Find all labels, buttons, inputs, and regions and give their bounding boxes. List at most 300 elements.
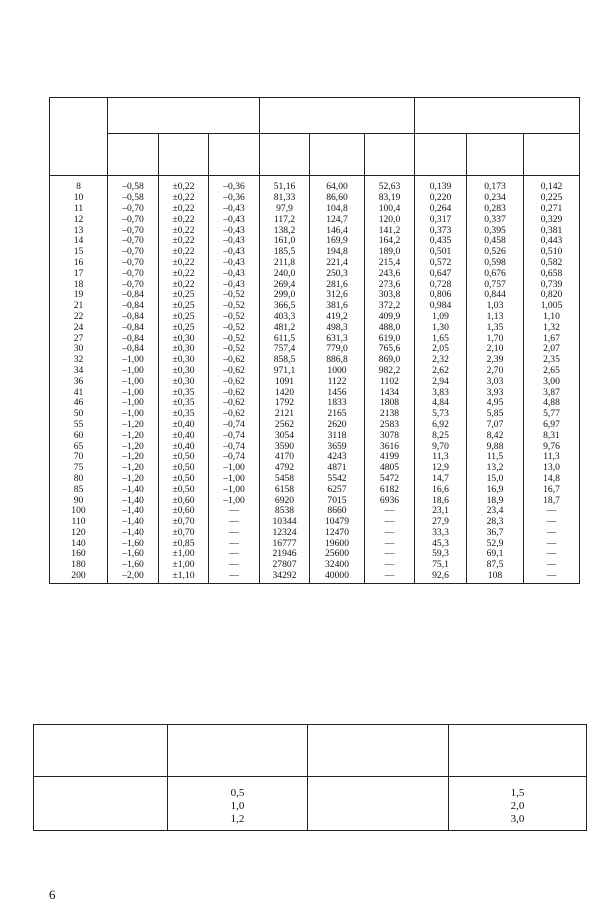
table-cell: 3,00: [524, 376, 580, 387]
table-cell: –0,62: [209, 409, 260, 420]
table-row: [50, 376, 580, 387]
table-cell: –0,84: [108, 301, 159, 312]
table-cell: 0,739: [524, 279, 580, 290]
table-cell: —: [524, 506, 580, 517]
table-cell: –0,62: [209, 387, 260, 398]
table-cell: 52,63: [365, 176, 415, 193]
table-cell: 2138: [365, 409, 415, 420]
table-cell: 33,3: [415, 528, 467, 539]
table-cell: ±0,22: [159, 279, 209, 290]
table-cell: 10: [50, 193, 108, 204]
table-cell: [34, 813, 168, 831]
col-header-diameter: [34, 725, 168, 777]
table-cell: 70: [50, 452, 108, 463]
table-cell: 0,647: [415, 268, 467, 279]
table-cell: 0,526: [467, 247, 524, 258]
table-cell: 34: [50, 366, 108, 377]
table-cell: –1,40: [108, 506, 159, 517]
table-cell: –1,40: [108, 528, 159, 539]
table-cell: 16,9: [467, 484, 524, 495]
table-cell: 0,283: [467, 204, 524, 215]
table-4: [49, 97, 580, 584]
table-cell: 3054: [260, 430, 310, 441]
table-row: [34, 777, 587, 801]
table-cell: 0,582: [524, 258, 580, 269]
table-row: [50, 463, 580, 474]
table-cell: 92,6: [415, 571, 467, 584]
table-cell: –0,70: [108, 247, 159, 258]
table-row: [50, 538, 580, 549]
table-row: [34, 800, 587, 813]
table-cell: 194,8: [310, 247, 365, 258]
table-cell: 3,0: [449, 813, 587, 831]
table-cell: 7015: [310, 495, 365, 506]
table-cell: ±0,22: [159, 236, 209, 247]
table-cell: 0,757: [467, 279, 524, 290]
table-cell: –0,43: [209, 247, 260, 258]
table-cell: ±0,30: [159, 366, 209, 377]
table-cell: 27,9: [415, 517, 467, 528]
table-cell: 5,73: [415, 409, 467, 420]
table-cell: 18,9: [467, 495, 524, 506]
table-cell: 6182: [365, 484, 415, 495]
page-number: 6: [49, 887, 56, 902]
table-row: [50, 236, 580, 247]
table-row: [50, 452, 580, 463]
table-cell: 18,6: [415, 495, 467, 506]
table-cell: 481,2: [260, 322, 310, 333]
table-row: [50, 225, 580, 236]
table-cell: 21946: [260, 549, 310, 560]
table-cell: ±0,60: [159, 506, 209, 517]
table-cell: –0,84: [108, 322, 159, 333]
table-cell: 3,87: [524, 387, 580, 398]
table-cell: 16: [50, 258, 108, 269]
table-cell: 303,8: [365, 290, 415, 301]
table-row: [50, 495, 580, 506]
table-cell: ±0,50: [159, 474, 209, 485]
table-cell: –1,60: [108, 549, 159, 560]
table-cell: –1,40: [108, 495, 159, 506]
table-cell: —: [365, 538, 415, 549]
table-cell: 85: [50, 484, 108, 495]
table-cell: 22: [50, 312, 108, 323]
table-cell: 381,6: [310, 301, 365, 312]
table-cell: 221,4: [310, 258, 365, 269]
table-cell: 14: [50, 236, 108, 247]
table-cell: 243,6: [365, 268, 415, 279]
table-cell: ±0,22: [159, 204, 209, 215]
table-cell: 11,3: [524, 452, 580, 463]
table-cell: –0,52: [209, 312, 260, 323]
table-cell: 0,264: [415, 204, 467, 215]
table-cell: 0,139: [415, 176, 467, 193]
table-row: [50, 474, 580, 485]
table-cell: 17: [50, 268, 108, 279]
table-cell: 2,35: [524, 355, 580, 366]
table-cell: ±0,22: [159, 247, 209, 258]
table-cell: 189,0: [365, 247, 415, 258]
table-cell: 215,4: [365, 258, 415, 269]
table-cell: 169,9: [310, 236, 365, 247]
subheader-increased: [159, 134, 209, 176]
table-cell: 2,65: [524, 366, 580, 377]
table-cell: –1,00: [108, 376, 159, 387]
table-cell: 1833: [310, 398, 365, 409]
table-cell: 46: [50, 398, 108, 409]
table-cell: 2,62: [415, 366, 467, 377]
table-cell: 27807: [260, 560, 310, 571]
table-cell: 1,32: [524, 322, 580, 333]
table-cell: 0,337: [467, 214, 524, 225]
table-cell: 60: [50, 430, 108, 441]
table-row: [50, 344, 580, 355]
table-cell: 1792: [260, 398, 310, 409]
table-cell: 9,76: [524, 441, 580, 452]
table-cell: 8,25: [415, 430, 467, 441]
table-cell: 97,9: [260, 204, 310, 215]
table-cell: ±0,22: [159, 268, 209, 279]
table-cell: —: [524, 538, 580, 549]
table-cell: 81,33: [260, 193, 310, 204]
table-cell: 16,7: [524, 484, 580, 495]
table-cell: 100,4: [365, 204, 415, 215]
table-row: [50, 506, 580, 517]
table-cell: 2165: [310, 409, 365, 420]
table-cell: 36: [50, 376, 108, 387]
table-cell: 0,142: [524, 176, 580, 193]
subheader-increased: [310, 134, 365, 176]
table-5-body: [34, 777, 587, 831]
table-cell: —: [524, 560, 580, 571]
table-cell: 2,0: [449, 800, 587, 813]
table-cell: 69,1: [467, 549, 524, 560]
table-cell: 12,9: [415, 463, 467, 474]
table-cell: ±0,50: [159, 463, 209, 474]
table-cell: 0,220: [415, 193, 467, 204]
table-cell: ±1,00: [159, 560, 209, 571]
table-cell: 8660: [310, 506, 365, 517]
table-cell: 8: [50, 176, 108, 193]
table-cell: 1,03: [467, 301, 524, 312]
table-cell: –1,00: [108, 355, 159, 366]
table-cell: 3,93: [467, 387, 524, 398]
table-cell: 211,8: [260, 258, 310, 269]
table-cell: 6920: [260, 495, 310, 506]
table-row: [34, 813, 587, 831]
table-4-body: [50, 176, 580, 584]
table-cell: ±0,40: [159, 441, 209, 452]
table-cell: ±1,10: [159, 571, 209, 584]
table-cell: 110: [50, 517, 108, 528]
table-cell: 75,1: [415, 560, 467, 571]
table-cell: –0,52: [209, 290, 260, 301]
table-cell: –1,00: [209, 463, 260, 474]
table-cell: –1,00: [108, 409, 159, 420]
table-cell: —: [209, 506, 260, 517]
table-cell: 1000: [310, 366, 365, 377]
table-cell: 3,03: [467, 376, 524, 387]
table-row: [50, 268, 580, 279]
table-cell: 180: [50, 560, 108, 571]
table-cell: 1,005: [524, 301, 580, 312]
table-cell: ±0,35: [159, 398, 209, 409]
table-cell: 16777: [260, 538, 310, 549]
table-cell: 27: [50, 333, 108, 344]
table-cell: 4,84: [415, 398, 467, 409]
table-cell: 83,19: [365, 193, 415, 204]
subheader-normal: [260, 134, 310, 176]
table-cell: 1808: [365, 398, 415, 409]
table-cell: 0,844: [467, 290, 524, 301]
table-cell: 4805: [365, 463, 415, 474]
table-cell: 11,5: [467, 452, 524, 463]
table-cell: —: [209, 571, 260, 584]
table-cell: 0,173: [467, 176, 524, 193]
table-cell: –1,60: [108, 560, 159, 571]
table-cell: –0,43: [209, 258, 260, 269]
table-row: [50, 193, 580, 204]
table-cell: 100: [50, 506, 108, 517]
table-cell: ±0,30: [159, 344, 209, 355]
table-cell: 141,2: [365, 225, 415, 236]
table-cell: 8,31: [524, 430, 580, 441]
table-cell: 15,0: [467, 474, 524, 485]
table-cell: [34, 777, 168, 801]
table-cell: 299,0: [260, 290, 310, 301]
table-5: [33, 724, 587, 831]
table-cell: ±0,40: [159, 420, 209, 431]
table-cell: 1,0: [168, 800, 308, 813]
table-cell: 4170: [260, 452, 310, 463]
table-cell: ±0,22: [159, 214, 209, 225]
table-cell: 87,5: [467, 560, 524, 571]
table-cell: –1,20: [108, 430, 159, 441]
table-cell: 4243: [310, 452, 365, 463]
table-cell: ±0,70: [159, 517, 209, 528]
table-cell: ±0,50: [159, 452, 209, 463]
table-cell: —: [209, 560, 260, 571]
table-cell: 0,728: [415, 279, 467, 290]
table-cell: 757,4: [260, 344, 310, 355]
table-cell: ±0,22: [159, 258, 209, 269]
table-cell: –1,40: [108, 484, 159, 495]
table-cell: 12324: [260, 528, 310, 539]
table-cell: 0,658: [524, 268, 580, 279]
table-cell: 0,598: [467, 258, 524, 269]
table-cell: —: [524, 517, 580, 528]
col-header-radius: [449, 725, 587, 777]
table-cell: –0,58: [108, 176, 159, 193]
table-cell: ±0,70: [159, 528, 209, 539]
table-cell: 1091: [260, 376, 310, 387]
table-cell: —: [365, 506, 415, 517]
table-row: [50, 204, 580, 215]
table-cell: 12470: [310, 528, 365, 539]
table-cell: 5,85: [467, 409, 524, 420]
table-row: [50, 333, 580, 344]
table-row: [50, 528, 580, 539]
table-cell: 4,88: [524, 398, 580, 409]
table-cell: 4871: [310, 463, 365, 474]
table-cell: 10479: [310, 517, 365, 528]
table-cell: –0,36: [209, 193, 260, 204]
table-cell: 32: [50, 355, 108, 366]
table-cell: 2,94: [415, 376, 467, 387]
table-cell: 1,67: [524, 333, 580, 344]
table-cell: 117,2: [260, 214, 310, 225]
table-cell: 164,2: [365, 236, 415, 247]
table-cell: 0,572: [415, 258, 467, 269]
col-header-diameter: [50, 98, 108, 176]
table-cell: 250,3: [310, 268, 365, 279]
table-cell: 104,8: [310, 204, 365, 215]
table-row: [50, 571, 580, 584]
table-cell: 765,6: [365, 344, 415, 355]
table-cell: 0,271: [524, 204, 580, 215]
table-cell: 161,0: [260, 236, 310, 247]
table-cell: 15: [50, 247, 108, 258]
subheader-high: [365, 134, 415, 176]
table-cell: 1420: [260, 387, 310, 398]
table-cell: [308, 777, 449, 801]
table-cell: 3616: [365, 441, 415, 452]
table-cell: –0,52: [209, 322, 260, 333]
table-cell: 7,07: [467, 420, 524, 431]
table-cell: 0,435: [415, 236, 467, 247]
table-cell: –1,20: [108, 463, 159, 474]
table-cell: 0,458: [467, 236, 524, 247]
table-cell: 14,7: [415, 474, 467, 485]
table-cell: –1,20: [108, 474, 159, 485]
table-cell: ±0,25: [159, 301, 209, 312]
table-cell: 5,77: [524, 409, 580, 420]
table-cell: 120: [50, 528, 108, 539]
table-cell: 1,65: [415, 333, 467, 344]
table-cell: 16,6: [415, 484, 467, 495]
table-cell: –0,36: [209, 176, 260, 193]
table-row: [50, 312, 580, 323]
table-cell: 1,09: [415, 312, 467, 323]
table-cell: 51,16: [260, 176, 310, 193]
table-cell: –0,58: [108, 193, 159, 204]
table-cell: 59,3: [415, 549, 467, 560]
table-cell: ±0,30: [159, 355, 209, 366]
table-cell: —: [209, 549, 260, 560]
table-row: [50, 409, 580, 420]
table-cell: 86,60: [310, 193, 365, 204]
table-cell: 488,0: [365, 322, 415, 333]
table-cell: 11,3: [415, 452, 467, 463]
table-cell: 631,3: [310, 333, 365, 344]
table-cell: 146,4: [310, 225, 365, 236]
table-cell: –0,62: [209, 355, 260, 366]
table-cell: 6936: [365, 495, 415, 506]
table-cell: ±0,35: [159, 387, 209, 398]
table-cell: –0,70: [108, 204, 159, 215]
table-cell: 65: [50, 441, 108, 452]
table-cell: —: [209, 517, 260, 528]
table-cell: 6158: [260, 484, 310, 495]
table-cell: –0,43: [209, 225, 260, 236]
table-cell: –0,62: [209, 366, 260, 377]
table-cell: 0,225: [524, 193, 580, 204]
table-cell: 11: [50, 204, 108, 215]
table-cell: 971,1: [260, 366, 310, 377]
table-cell: –1,20: [108, 441, 159, 452]
table-cell: 0,381: [524, 225, 580, 236]
table-cell: 5472: [365, 474, 415, 485]
table-cell: 281,6: [310, 279, 365, 290]
table-cell: ±0,22: [159, 176, 209, 193]
table-cell: 0,373: [415, 225, 467, 236]
table-cell: 2583: [365, 420, 415, 431]
table-cell: 3,83: [415, 387, 467, 398]
table-row: [50, 279, 580, 290]
table-cell: –0,70: [108, 236, 159, 247]
table-cell: –0,52: [209, 344, 260, 355]
table-cell: 1434: [365, 387, 415, 398]
table-cell: 273,6: [365, 279, 415, 290]
table-cell: 1,13: [467, 312, 524, 323]
table-cell: 498,3: [310, 322, 365, 333]
table-cell: 2,10: [467, 344, 524, 355]
table-cell: 9,70: [415, 441, 467, 452]
table-cell: –0,43: [209, 214, 260, 225]
table-cell: ±0,25: [159, 290, 209, 301]
table-cell: 140: [50, 538, 108, 549]
table-cell: 1122: [310, 376, 365, 387]
table-cell: 2562: [260, 420, 310, 431]
table-cell: 9,88: [467, 441, 524, 452]
table-cell: ±0,60: [159, 495, 209, 506]
table-cell: 2620: [310, 420, 365, 431]
table-cell: 41: [50, 387, 108, 398]
table-cell: 366,5: [260, 301, 310, 312]
table-cell: 0,501: [415, 247, 467, 258]
table-cell: 8538: [260, 506, 310, 517]
table-cell: –1,40: [108, 517, 159, 528]
table-row: [50, 560, 580, 571]
table-cell: ±0,30: [159, 333, 209, 344]
table-cell: 23,4: [467, 506, 524, 517]
table-cell: 12: [50, 214, 108, 225]
table-cell: 4792: [260, 463, 310, 474]
table-cell: 124,7: [310, 214, 365, 225]
table-cell: 2,05: [415, 344, 467, 355]
table-cell: –1,60: [108, 538, 159, 549]
table-cell: –0,84: [108, 312, 159, 323]
table-cell: –1,00: [209, 484, 260, 495]
table-cell: –0,74: [209, 441, 260, 452]
table-cell: 45,3: [415, 538, 467, 549]
table-cell: 0,806: [415, 290, 467, 301]
col-header-area: [260, 98, 415, 134]
table-cell: –1,00: [209, 495, 260, 506]
table-cell: –1,00: [108, 387, 159, 398]
table-cell: 312,6: [310, 290, 365, 301]
table-cell: ±0,25: [159, 322, 209, 333]
table-cell: –0,62: [209, 398, 260, 409]
col-header-diameter: [308, 725, 449, 777]
table-cell: –0,74: [209, 430, 260, 441]
table-row: [50, 420, 580, 431]
table-cell: 14,8: [524, 474, 580, 485]
table-cell: 1456: [310, 387, 365, 398]
table-cell: 2121: [260, 409, 310, 420]
table-cell: –1,00: [209, 474, 260, 485]
table-cell: ±1,00: [159, 549, 209, 560]
